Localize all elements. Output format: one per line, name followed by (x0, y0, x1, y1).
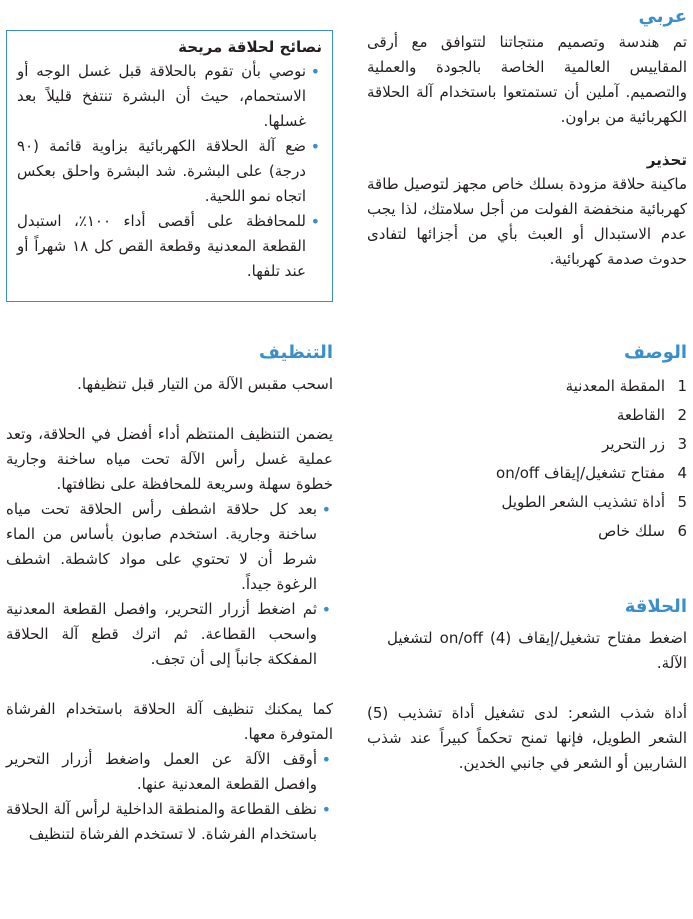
arabic-intro-section (367, 4, 687, 130)
list-item: 5 أداة تشذيب الشعر الطويل (501, 493, 687, 511)
list-item: • نوصي بأن تقوم بالحلاقة قبل غسل الوجه أو الاستحمام، حيث أن البشرة تنتفخ قليلاً بعد غسلها. (17, 59, 322, 134)
list-item: • ثم اضغط أزرار التحرير، وافصل القطعة المعدنية واسحب القطاعة. ثم اترك قطع آلة الحلاقة المفككة جانباً إلى أن تجف. (6, 597, 333, 672)
list-item: • للمحافظة على أقصى أداء ١٠٠٪، استبدل القطعة المعدنية وقطعة القص كل ١٨ شهراً أو عند تلفها. (17, 209, 322, 284)
cleaning-section (6, 340, 333, 847)
trimmer-text: أداة شذب الشعر: لدى تشغيل أداة تشذيب (5) الشعر الطويل، فإنها تمنح تحكماً كبيراً عند شذب الشاربين أو الشعر في جانبي الخدين. (367, 704, 687, 772)
tips-list (17, 59, 322, 284)
list-item: • نظف القطاعة والمنطقة الداخلية لرأس آلة الحلاقة باستخدام الفرشاة. لا تستخدم الفرشاة لتنظيف (6, 797, 333, 847)
brush-steps-list (6, 747, 333, 847)
tips-box (6, 30, 333, 302)
brush-cleaning-text: كما يمكنك تنظيف آلة الحلاقة باستخدام الفرشاة المتوفرة معها. (6, 700, 333, 743)
list-item: • ضع آلة الحلاقة الكهربائية بزاوية قائمة (٩٠ درجة) على البشرة. شد البشرة واحلق بعكس اتجاه نمو اللحية. (17, 134, 322, 209)
shaving-section (367, 594, 687, 776)
shaving-text: اضغط مفتاح تشغيل/إيقاف on/off (4) لتشغيل الآلة. (387, 629, 687, 672)
list-item: • أوقف الآلة عن العمل واضغط أزرار التحرير وافصل القطعة المعدنية عنها. (6, 747, 333, 797)
cleaning-title: التنظيف (259, 342, 333, 363)
list-item: 2 القاطعة (616, 406, 687, 424)
intro-text: تم هندسة وتصميم منتجاتنا لتتوافق مع أرقى المقاييس العالمية الخاصة بالجودة والعملية والتصميم. آملين أن تستمتعوا باستخدام آلة الحلاقة الكهربائية من براون. (367, 33, 687, 126)
warning-text: ماكينة حلاقة مزودة بسلك خاص مجهز لتوصيل طاقة كهربائية منخفضة الفولت من أجل سلامتك، لذا يجب عدم الاستبدال أو العبث بأي من أجزائها لتفادى حدوث صدمة كهربائية. (367, 175, 687, 268)
tips-title: نصائح لحلاقة مريحة (178, 38, 322, 56)
warning-section (367, 148, 687, 272)
cleaning-steps-list (6, 497, 333, 672)
list-item: 6 سلك خاص (598, 522, 687, 540)
warning-title: تحذير (646, 151, 687, 169)
shaving-title: الحلاقة (624, 596, 687, 617)
list-item: 3 زر التحرير (602, 435, 687, 453)
list-item: 4 مفتاح تشغيل/إيقاف on/off (496, 464, 687, 482)
language-title: عربي (638, 6, 687, 27)
list-item: 1 المقطة المعدنية (565, 377, 687, 395)
parts-list (367, 372, 687, 546)
list-item: • بعد كل حلاقة اشطف رأس الحلاقة تحت مياه ساخنة وجارية. استخدم صابون بأساس من الماء شرط أن لا تحتوي على مواد كاشطة. اشطف الرغوة جيداً. (6, 497, 333, 597)
description-title: الوصف (623, 342, 687, 363)
description-section (367, 340, 687, 546)
cleaning-intro-text: يضمن التنظيف المنتظم أداء أفضل في الحلاقة، وتعد عملية غسل رأس الآلة تحت مياه ساخنة وجارية خطوة سهلة وسريعة للمحافظة على نظافتها. (6, 425, 333, 493)
cleaning-unplug-text: اسحب مقبس الآلة من التيار قبل تنظيفها. (77, 375, 333, 393)
